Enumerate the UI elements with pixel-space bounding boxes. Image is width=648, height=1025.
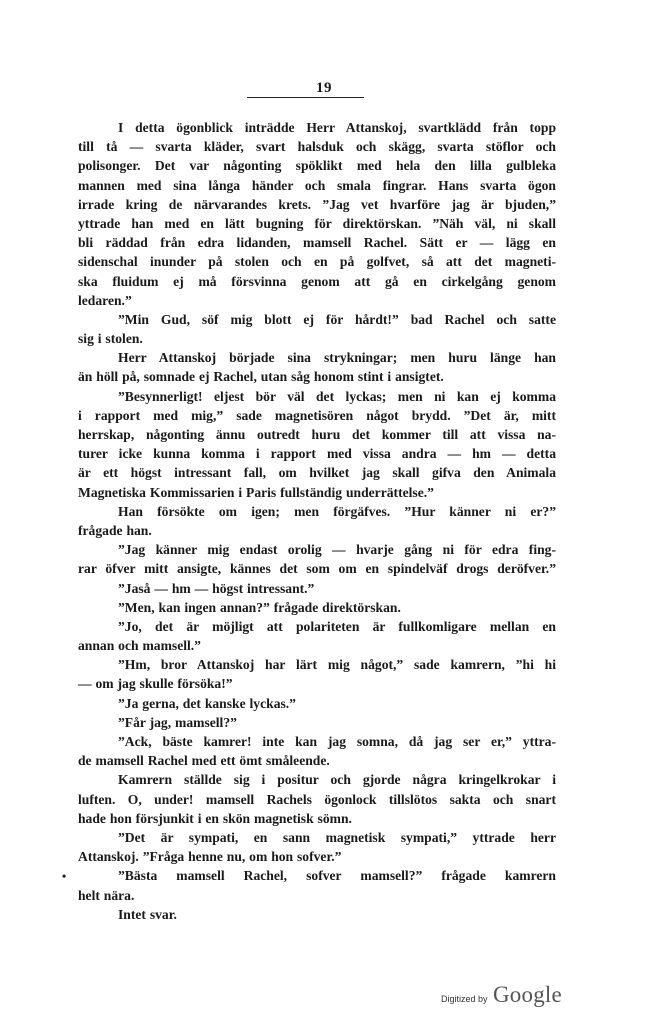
google-logo: Google <box>493 982 562 1007</box>
text-line: irrade kring de närvarandes krets. ”Jag vet hvarföre jag är bjuden,” <box>78 196 556 212</box>
text-line: ”Hm, bror Attanskoj har lärt mig något,” sade kamrern, ”hi hi <box>118 657 556 673</box>
text-line: de mamsell Rachel med ett ömt småleende. <box>78 753 330 769</box>
text-line: till tå — svarta kläder, svart halsduk och skägg, svarta stöflor och <box>78 139 556 155</box>
text-line: rar öfver mitt ansigte, kännes det som om en spindelväf drogs deröfver.” <box>78 561 556 577</box>
text-line: luften. O, under! mamsell Rachels ögonlock tillslötos sakta och snart <box>78 791 556 807</box>
text-line: ”Jag känner mig endast orolig — hvarje gång ni för edra fing- <box>118 542 556 558</box>
text-line: Kamrern ställde sig i positur och gjorde några kringelkrokar i <box>118 772 556 788</box>
page-body <box>78 118 556 924</box>
text-line: ”Ack, bäste kamrer! inte kan jag somna, då jag ser er,” yttra- <box>118 734 556 749</box>
text-line: ”Det är sympati, en sann magnetisk sympati,” yttrade herr <box>118 829 556 845</box>
text-line: sidenschal inunder på stolen och en på golfvet, så att det magneti- <box>78 254 556 270</box>
digitized-by-label: Digitized by <box>441 994 488 1004</box>
text-line: Magnetiska Kommissarien i Paris fullständig underrättelse.” <box>78 484 434 500</box>
text-line: ”Får jag, mamsell?” <box>118 714 237 730</box>
text-line: ”Besynnerligt! eljest bör väl det lyckas; men ni kan ej komma <box>118 388 556 404</box>
text-line: helt nära. <box>78 887 135 903</box>
text-line: är ett högst intressant fall, om hvilket jag skall gifva den Animala <box>78 465 556 481</box>
text-line: mannen med sina långa händer och smala fingrar. Hans svarta ögon <box>78 177 556 193</box>
text-line: ledaren.” <box>78 292 132 308</box>
text-line: ”Jaså — hm — högst intressant.” <box>118 580 315 596</box>
text-line: ”Min Gud, söf mig blott ej för hårdt!” bad Rachel och satte <box>118 311 556 327</box>
text-line: i rapport med mig,” sade magnetisören något brydd. ”Det är, mitt <box>78 407 556 423</box>
text-line: Han försökte om igen; men förgäfves. ”Hur känner ni er?” <box>118 503 556 519</box>
text-line: Attanskoj. ”Fråga henne nu, om hon sofver.” <box>78 849 342 865</box>
text-line: än höll på, somnade ej Rachel, utan såg honom stint i ansigtet. <box>78 369 444 385</box>
text-line: Herr Attanskoj började sina strykningar; men huru länge han <box>118 350 556 366</box>
text-line: sig i stolen. <box>78 331 143 347</box>
text-line: polisonger. Det var någonting spöklikt med hela den lilla gulbleka <box>78 158 556 174</box>
text-line: hade hon försjunkit i en skön magnetisk sömn. <box>78 810 352 826</box>
text-line: annan och mamsell.” <box>78 638 201 654</box>
margin-mark: • <box>62 869 67 883</box>
text-line: frågade han. <box>78 522 152 538</box>
page-number-rule <box>247 97 364 98</box>
digitized-by-google-stamp <box>441 982 581 1012</box>
text-line: Intet svar. <box>118 906 177 922</box>
text-line: — om jag skulle försöka!” <box>78 676 233 692</box>
text-line: turer icke kunna komma i rapport med vissa andra — hm — detta <box>78 446 556 462</box>
text-line: herrskap, någonting ännu outredt huru det kommer till att vissa na- <box>78 427 556 442</box>
text-line: bli räddad från edra lidanden, mamsell Rachel. Sätt er — lägg en <box>78 235 556 251</box>
page-number: 19 <box>316 80 332 96</box>
text-line: ska fluidum ej må försvinna genom att gå en cirkelgång genom <box>78 273 556 289</box>
text-line: ”Men, kan ingen annan?” frågade direktörskan. <box>118 599 401 615</box>
text-line: ”Jo, det är möjligt att polariteten är fullkomligare mellan en <box>118 618 556 634</box>
text-line: ”Ja gerna, det kanske lyckas.” <box>118 695 296 711</box>
text-line: ”Bästa mamsell Rachel, sofver mamsell?” frågade kamrern <box>118 868 556 884</box>
text-line: I detta ögonblick inträdde Herr Attanskoj, svartklädd från topp <box>118 120 556 135</box>
text-line: yttrade han med en lätt bugning för direktörskan. ”Näh väl, ni skall <box>78 215 556 231</box>
